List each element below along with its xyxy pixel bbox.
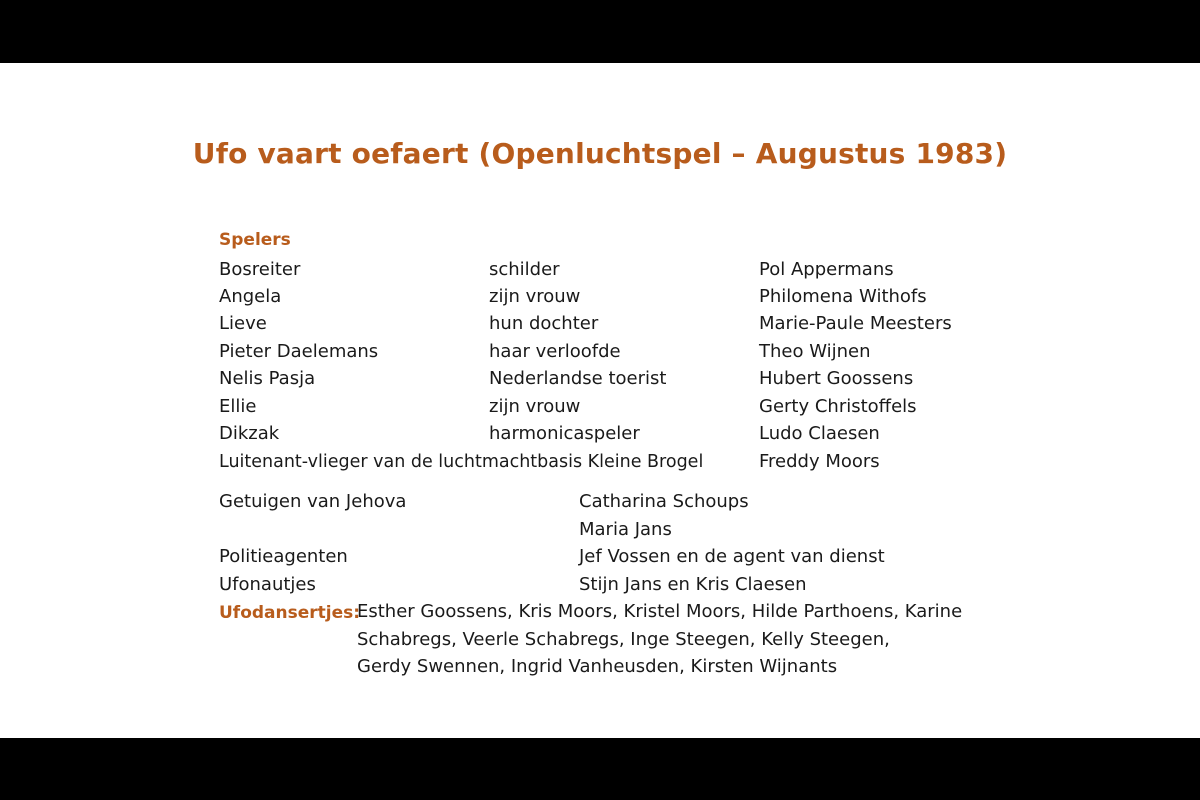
actor-name: Ludo Claesen	[759, 423, 880, 444]
character-name: Pieter Daelemans	[219, 341, 379, 362]
actor-name: Pol Appermans	[759, 259, 894, 280]
slide	[0, 63, 1200, 738]
dancers-line: Esther Goossens, Kris Moors, Kristel Moors, Hilde Parthoens, Karine	[357, 601, 963, 622]
character-name: Angela	[219, 286, 282, 307]
group-actor: Jef Vossen en de agent van dienst	[579, 546, 885, 567]
character-role: Nederlandse toerist	[489, 368, 667, 389]
actor-name: Marie-Paule Meesters	[759, 313, 952, 334]
character-role: harmonicaspeler	[489, 423, 640, 444]
character-name: Bosreiter	[219, 259, 301, 280]
actor-name: Hubert Goossens	[759, 368, 914, 389]
group-actor: Maria Jans	[579, 519, 672, 540]
character-role: hun dochter	[489, 313, 599, 334]
dancers-line: Schabregs, Veerle Schabregs, Inge Steegen, Kelly Steegen,	[357, 629, 890, 650]
group-actor: Stijn Jans en Kris Claesen	[579, 574, 807, 595]
character-role: haar verloofde	[489, 341, 621, 362]
slide-title: Ufo vaart oefaert (Openluchtspel – Augustus 1983)	[192, 137, 1008, 170]
group-role: Getuigen van Jehova	[219, 491, 407, 512]
character-role: schilder	[489, 259, 560, 280]
dancers-label: Ufodansertjes:	[219, 603, 361, 623]
group-role: Ufonautjes	[219, 574, 316, 595]
character-role: zijn vrouw	[489, 396, 581, 417]
actor-name: Theo Wijnen	[759, 341, 871, 362]
actor-name: Freddy Moors	[759, 451, 880, 472]
actor-name: Gerty Christoffels	[759, 396, 917, 417]
group-actor: Catharina Schoups	[579, 491, 749, 512]
dancers-line: Gerdy Swennen, Ingrid Vanheusden, Kirsten Wijnants	[357, 656, 838, 677]
character-name: Nelis Pasja	[219, 368, 316, 389]
actor-name: Philomena Withofs	[759, 286, 927, 307]
character-name: Lieve	[219, 313, 267, 334]
character-name-long: Luitenant-vlieger van de luchtmachtbasis Kleine Brogel	[219, 452, 704, 472]
character-name: Dikzak	[219, 423, 280, 444]
character-role: zijn vrouw	[489, 286, 581, 307]
group-role: Politieagenten	[219, 546, 348, 567]
players-heading: Spelers	[219, 230, 291, 250]
character-name: Ellie	[219, 396, 257, 417]
